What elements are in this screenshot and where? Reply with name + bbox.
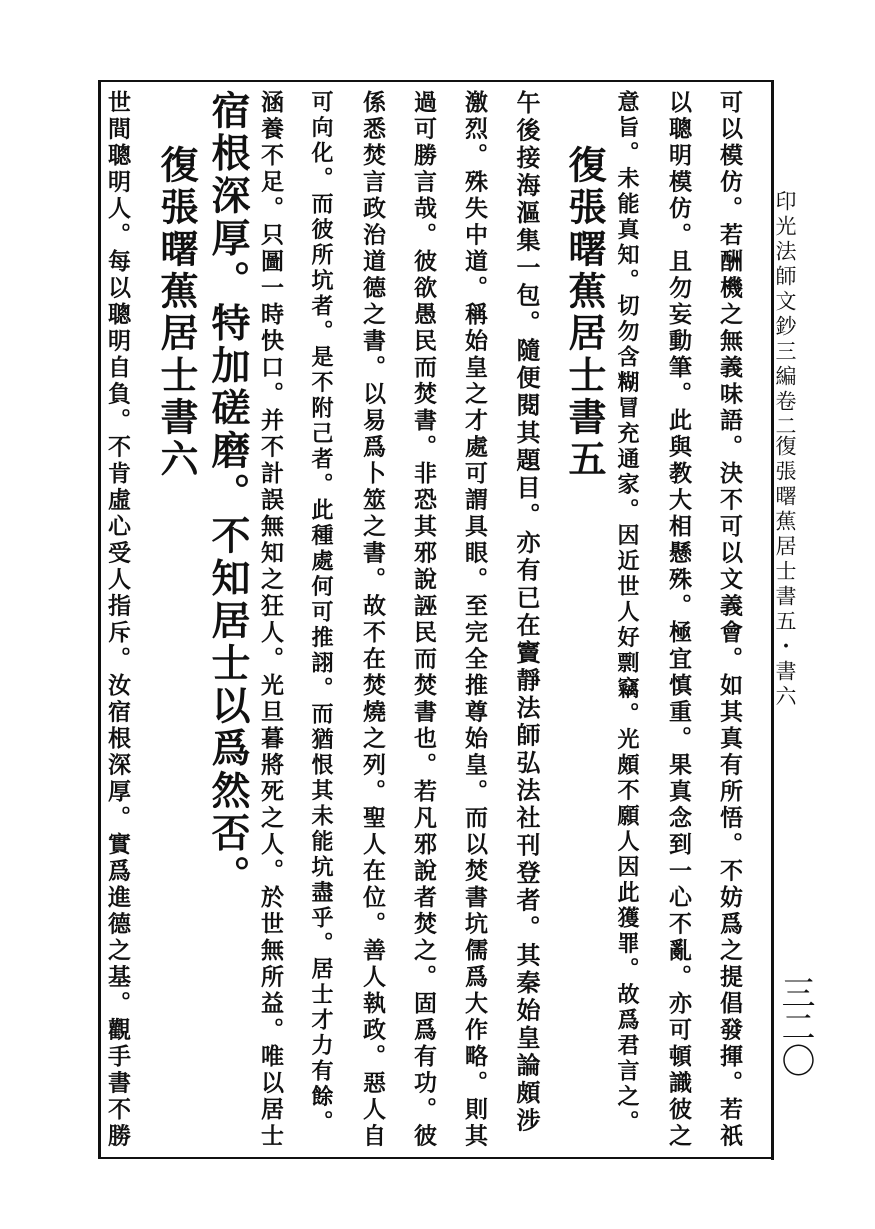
text-column-5: 午後接海漚集一包。隨便閱其題目。亦有已在竇靜法師弘法社刊登者。其秦始皇論頗涉	[512, 90, 541, 1135]
text-column-13: 世間聰明人。每以聰明自負。不肯虛心受人指斥。汝宿根深厚。實爲進德之基。觀手書不勝	[104, 90, 131, 1150]
section-title: 復張曙蕉居士書五・書六	[773, 435, 797, 710]
page-number: 三二〇	[775, 975, 815, 1077]
page-frame-top-rule	[98, 80, 774, 82]
text-column-3: 意旨。未能真知。切勿含糊冒充通家。因近世人好剽竊。光頗不願人因此獲罪。故爲君言之。	[614, 90, 640, 1136]
text-column-6: 激烈。殊失中道。稱始皇之才處可謂具眼。至完全推尊始皇。而以焚書坑儒爲大作略。則其	[461, 90, 488, 1150]
text-column-11: 宿根深厚。特加磋磨。不知居士以爲然否。	[205, 90, 251, 898]
book-title: 印光法師文鈔三編卷二	[773, 190, 797, 440]
text-column-1: 可以模仿。若酬機之無義味語。決不可以文義會。如其真有所悟。不妨爲之提倡發揮。若祇	[716, 90, 743, 1150]
page-frame-bottom-rule	[98, 1157, 774, 1159]
text-column-9: 可向化。而彼所坑者。是不附己者。此種處何可推詡。而猶恨其未能坑盡乎。居士才力有餘。	[308, 90, 334, 1136]
text-column-7: 過可勝言哉。彼欲愚民而焚書。非恐其邪說誣民而焚書也。若凡邪說者焚之。固爲有功。彼	[410, 90, 437, 1150]
letter-heading-5: 復張曙蕉居士書五	[562, 145, 607, 481]
letter-heading-6: 復張曙蕉居士書六	[154, 145, 199, 481]
page-frame-left-rule	[98, 82, 101, 1158]
text-column-2: 以聰明模仿。且勿妄動筆。此與教大相懸殊。極宜慎重。果真念到一心不亂。亦可頓識彼之	[665, 90, 692, 1150]
text-column-8: 係悉焚言政治道德之書。以易爲卜筮之書。故不在焚燒之列。聖人在位。善人執政。惡人自	[359, 90, 386, 1150]
text-column-10: 涵養不足。只圖一時快口。并不計誤無知之狂人。光旦暮將死之人。於世無所益。唯以居士	[257, 90, 284, 1150]
